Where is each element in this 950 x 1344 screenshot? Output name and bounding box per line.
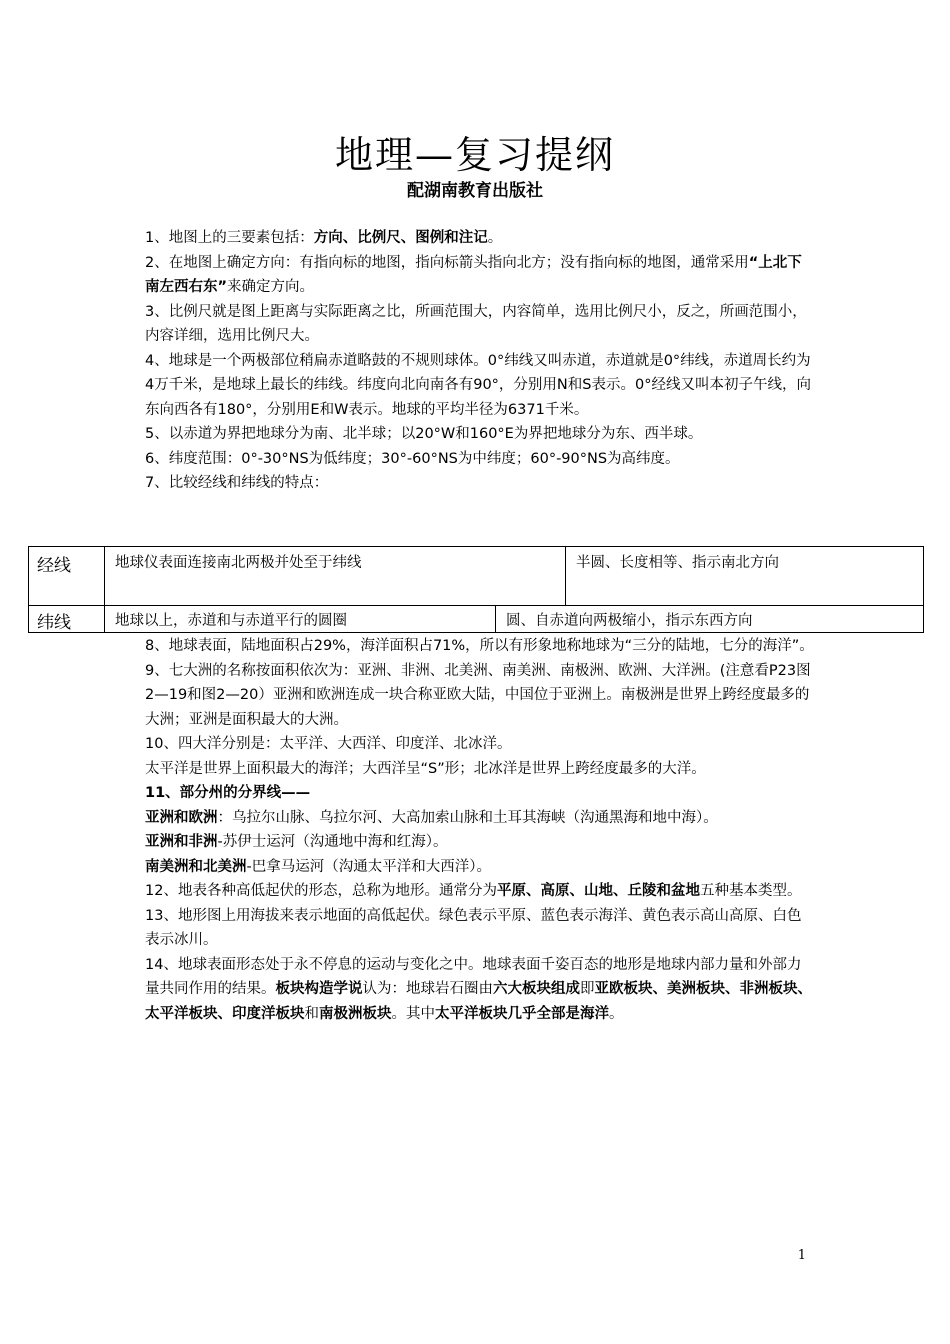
item-3: 3、比例尺就是图上距离与实际距离之比，所画范围大，内容简单，选用比例尺小，反之，所画范围小，内容详细，选用比例尺大。 [145,303,807,344]
item-11c-bold: 南美洲和北美洲 [145,858,247,875]
item-6: 6、纬度范围：0°-30°NS为低纬度；30°-60°NS为中纬度；60°-90°NS为高纬度。 [145,450,680,467]
document-subtitle: 配湖南教育出版社 [407,181,543,200]
item-14-text-g: 和 [304,1005,319,1022]
item-2-end: 来确定方向。 [227,279,315,295]
page-number: 1 [797,1248,806,1263]
table-head-meridian: 经线 [28,546,105,606]
item-11a-text: ：乌拉尔山脉、乌拉尔河、大高加索山脉和土耳其海峡（沟通黑海和地中海）。 [217,809,718,826]
item-1-text: 1、地图上的三要素包括： [145,230,314,246]
item-13: 13、地形图上用海拔来表示地面的高低起伏。绿色表示平原、蓝色表示海洋、黄色表示高山高原、白色表示冰川。 [145,907,802,948]
item-14-text-c: 认为：地球岩石圈由 [362,981,493,997]
item-14-bold-h: 南极洲板块 [319,1005,392,1022]
outline-section-1 [145,226,815,496]
item-1-bold: 方向、比例尺、图例和注记 [313,230,488,246]
item-10-detail: 太平洋是世界上面积最大的海洋；大西洋呈“S”形；北冰洋是世界上跨经度最多的大洋。 [145,760,706,777]
item-14-text-i: 。其中 [391,1005,435,1022]
item-1-end: 。 [487,230,503,246]
table-meridian-features: 半圆、长度相等、指示南北方向 [565,546,924,606]
item-1 [145,226,815,251]
item-12 [145,879,815,904]
item-9: 9、七大洲的名称按面积依次为：亚洲、非洲、北美洲、南美洲、南极洲、欧洲、大洋洲。(注意看P23图2—19和图2—20）亚洲和欧洲连成一块合称亚欧大陆，中国位于亚洲上。南极洲是世界上跨经度最多的大洲；亚洲是面积最大的大洲。 [145,662,811,728]
item-8: 8、地球表面，陆地面积占29%，海洋面积占71%，所以有形象地称地球为“三分的陆地，七分的海洋”。 [145,638,814,654]
item-11c-text: -巴拿马运河（沟通太平洋和大西洋）。 [246,858,491,875]
item-11-americas [145,855,815,880]
item-2 [145,251,815,300]
item-10: 10、四大洋分别是：太平洋、大西洋、印度洋、北冰洋。 [145,736,512,752]
item-14-text-e: 即 [580,981,595,997]
item-2-bold: “上北下南左西右东” [145,254,802,295]
item-14-bold-f: 亚欧板块、美洲板块、非洲板块、太平洋板块、印度洋板块 [145,981,812,1022]
item-14-bold-j: 太平洋板块几乎全部是海洋 [435,1005,609,1022]
table-parallel-definition: 地球以上，赤道和与赤道平行的圆圈 [104,605,496,633]
item-12-end: 五种基本类型。 [699,883,802,899]
item-11b-bold: 亚洲和非洲 [145,834,218,850]
item-11b-text: -苏伊士运河（沟通地中海和红海）。 [217,834,448,850]
table-meridian-definition: 地球仪表面连接南北两极并处至于纬线 [104,546,566,606]
item-11a-bold: 亚洲和欧洲 [145,809,218,826]
item-14-bold-d: 六大板块组成 [493,981,580,997]
table-parallel-features: 圆、自赤道向两极缩小，指示东西方向 [495,605,924,633]
item-7: 7、比较经线和纬线的特点： [145,475,329,491]
item-11-asia-africa [145,830,815,855]
item-14-bold-b: 板块构造学说 [275,981,363,997]
item-11 [145,781,815,806]
item-2-text: 2、在地图上确定方向：有指向标的地图，指向标箭头指向北方；没有指向标的地图，通常采用 [145,254,749,271]
item-14 [145,953,815,1027]
table-head-parallel: 纬线 [28,605,105,633]
item-14-text-k: 。 [609,1005,624,1022]
item-14-text-a: 14、地球表面形态处于永不停息的运动与变化之中。地球表面千姿百态的地形是地球内部力量和外部力量共同作用的结果。 [145,956,802,997]
outline-section-2 [145,634,815,1026]
item-12-bold: 平原、高原、山地、丘陵和盆地 [496,883,700,899]
item-11-asia-europe [145,806,815,831]
item-12-text: 12、地表各种高低起伏的形态，总称为地形。通常分为 [145,883,497,899]
item-4: 4、地球是一个两极部位稍扁赤道略鼓的不规则球体。0°纬线又叫赤道，赤道就是0°纬线，赤道周长约为4万千米，是地球上最长的纬线。纬度向北向南各有90°，分别用N和S表示。0°经线又叫本初子午线，向东向西各有180°，分别用E和W表示。地球的平均半径为6371千米。 [145,352,811,418]
item-5: 5、以赤道为界把地球分为南、北半球；以20°W和160°E为界把地球分为东、西半球。 [145,426,703,442]
document-title: 地理—复习提纲 [334,133,615,177]
item-11-heading: 11、部分州的分界线—— [145,785,311,801]
meridian-parallel-table [28,546,924,633]
